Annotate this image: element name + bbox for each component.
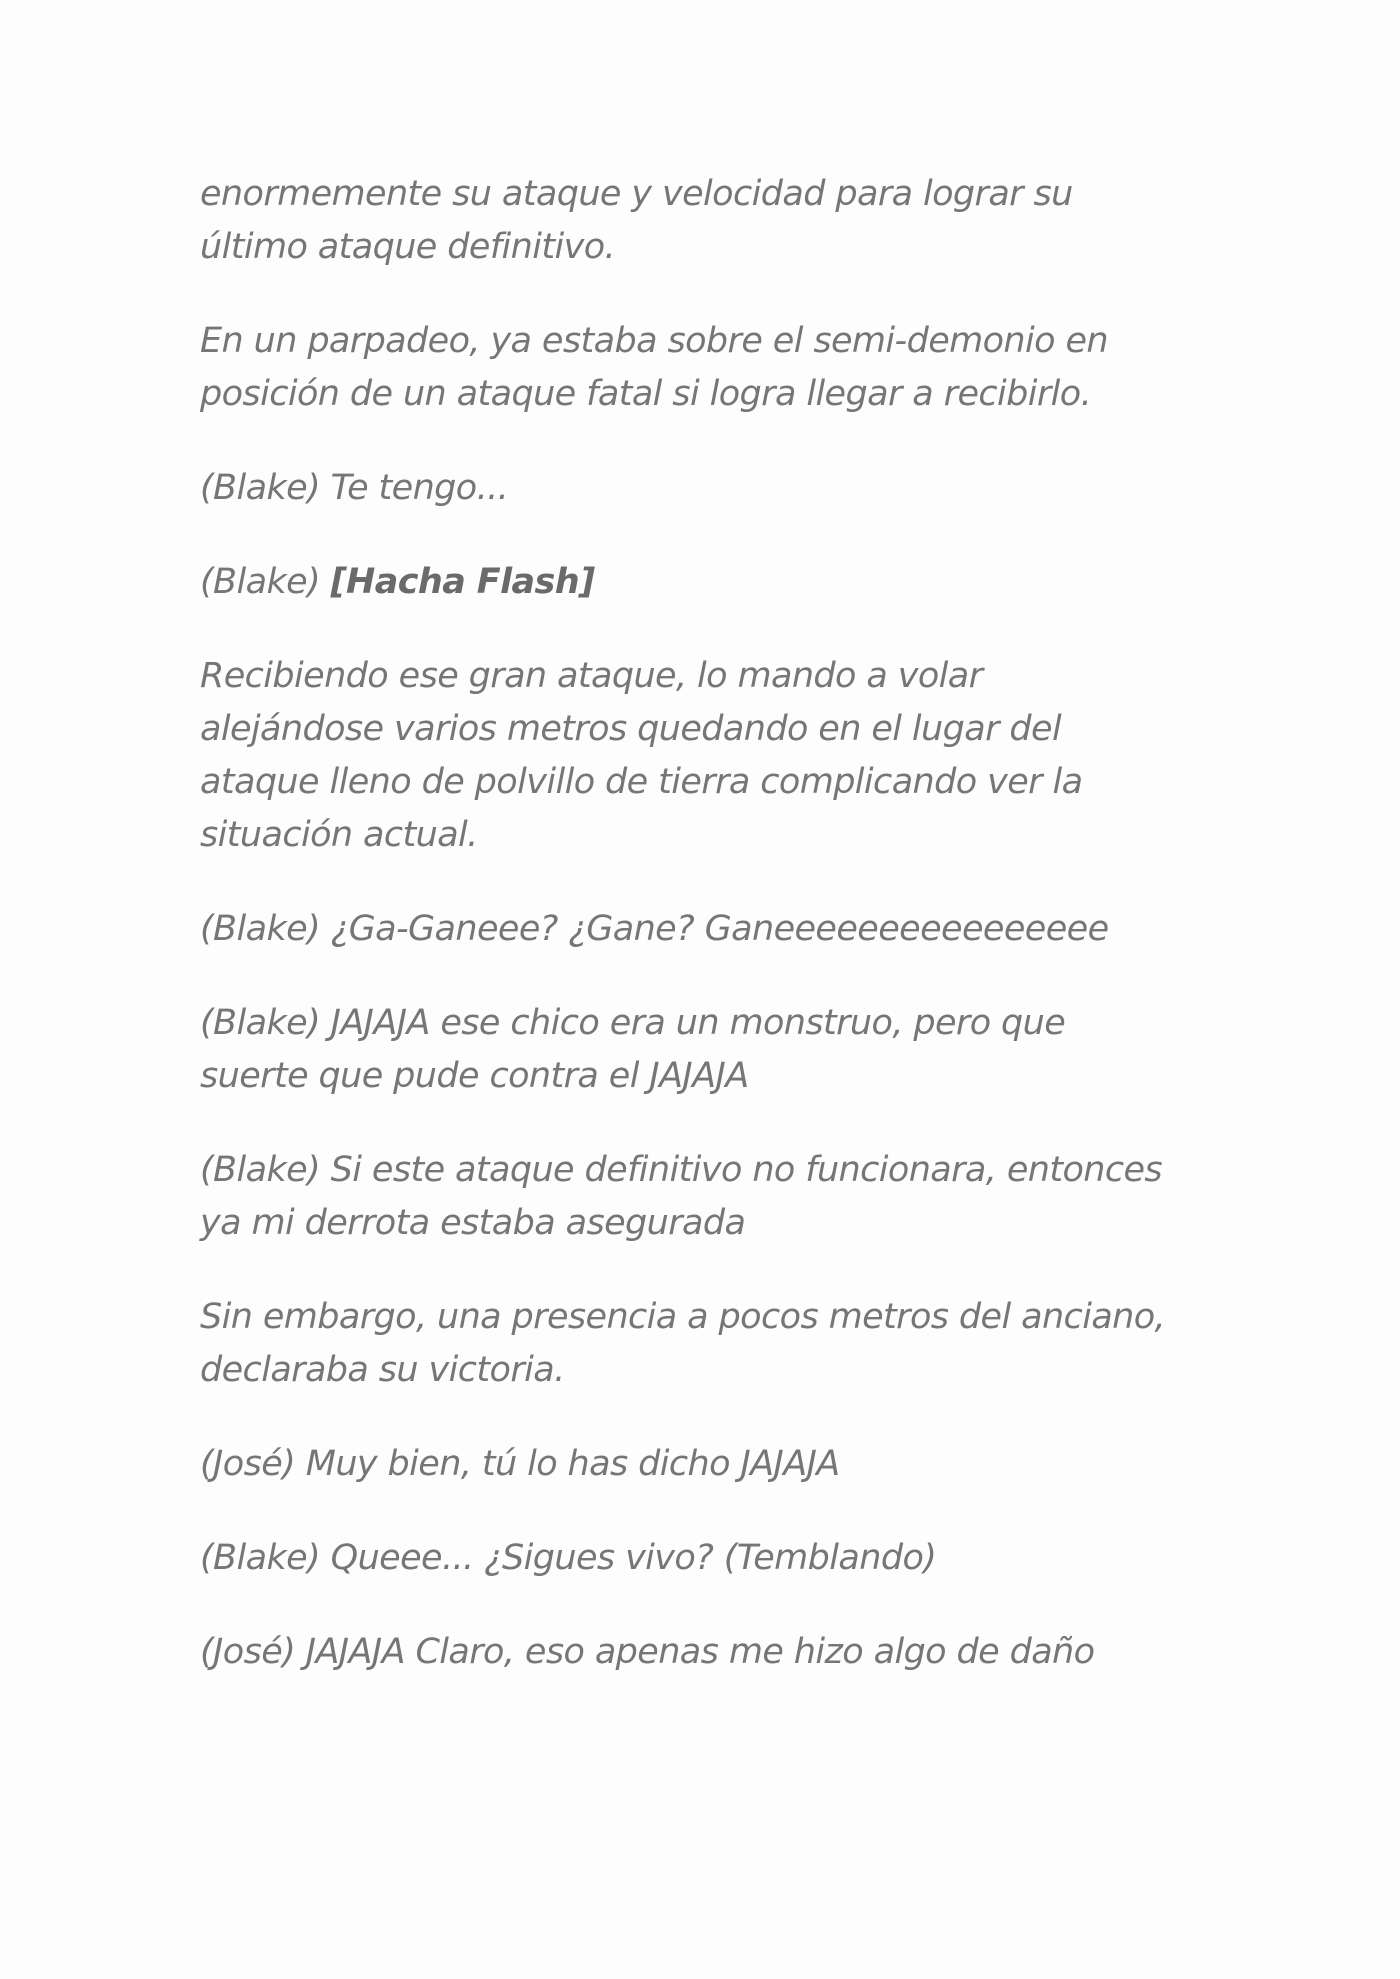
text-line: enormemente su ataque y velocidad para lograr su	[200, 174, 1073, 214]
text-line: Sin embargo, una presencia a pocos metros del anciano,	[200, 1297, 1166, 1337]
text-line: alejándose varios metros quedando en el lugar del	[200, 709, 1062, 749]
dialogue-blake-5	[200, 1532, 1210, 1585]
text-line: último ataque definitivo.	[200, 227, 616, 267]
text-line: (Blake) Si este ataque definitivo no funcionara, entonces	[200, 1150, 1163, 1190]
text-line: En un parpadeo, ya estaba sobre el semi-demonio en	[200, 321, 1108, 361]
dialogue-blake-4	[200, 1144, 1210, 1250]
text-line: (José) Muy bien, tú lo has dicho JAJAJA	[200, 1444, 840, 1484]
dialogue-blake-attack	[200, 556, 1210, 609]
text-line: ya mi derrota estaba asegurada	[200, 1203, 746, 1243]
paragraph-1	[200, 168, 1210, 274]
text-line: (Blake) ¿Ga-Ganeee? ¿Gane? Ganeeeeeeeeeeeeeeee	[200, 909, 1109, 949]
text-line: suerte que pude contra el JAJAJA	[200, 1056, 749, 1096]
paragraph-5	[200, 650, 1210, 862]
text-line: situación actual.	[200, 815, 478, 855]
text-line	[200, 556, 1210, 609]
text-line: ataque lleno de polvillo de tierra complicando ver la	[200, 762, 1083, 802]
text-line: posición de un ataque fatal si logra llegar a recibirlo.	[200, 374, 1092, 414]
dialogue-blake-2	[200, 903, 1210, 956]
attack-name: [Hacha Flash]	[330, 562, 595, 602]
text-line: declaraba su victoria.	[200, 1350, 565, 1390]
text-line: Recibiendo ese gran ataque, lo mando a volar	[200, 656, 983, 696]
dialogue-jose-2	[200, 1626, 1210, 1679]
dialogue-blake-1	[200, 462, 1210, 515]
text-line: (Blake) Te tengo...	[200, 468, 509, 508]
text-line: (Blake) JAJAJA ese chico era un monstruo, pero que	[200, 1003, 1066, 1043]
dialogue-jose-1	[200, 1438, 1210, 1491]
text-line: (Blake) Queee... ¿Sigues vivo? (Temblando)	[200, 1538, 937, 1578]
paragraph-2	[200, 315, 1210, 421]
speaker-prefix: (Blake)	[200, 562, 331, 602]
document-body	[200, 168, 1210, 1720]
paragraph-9	[200, 1291, 1210, 1397]
dialogue-blake-3	[200, 997, 1210, 1103]
text-line: (José) JAJAJA Claro, eso apenas me hizo algo de daño	[200, 1632, 1095, 1672]
